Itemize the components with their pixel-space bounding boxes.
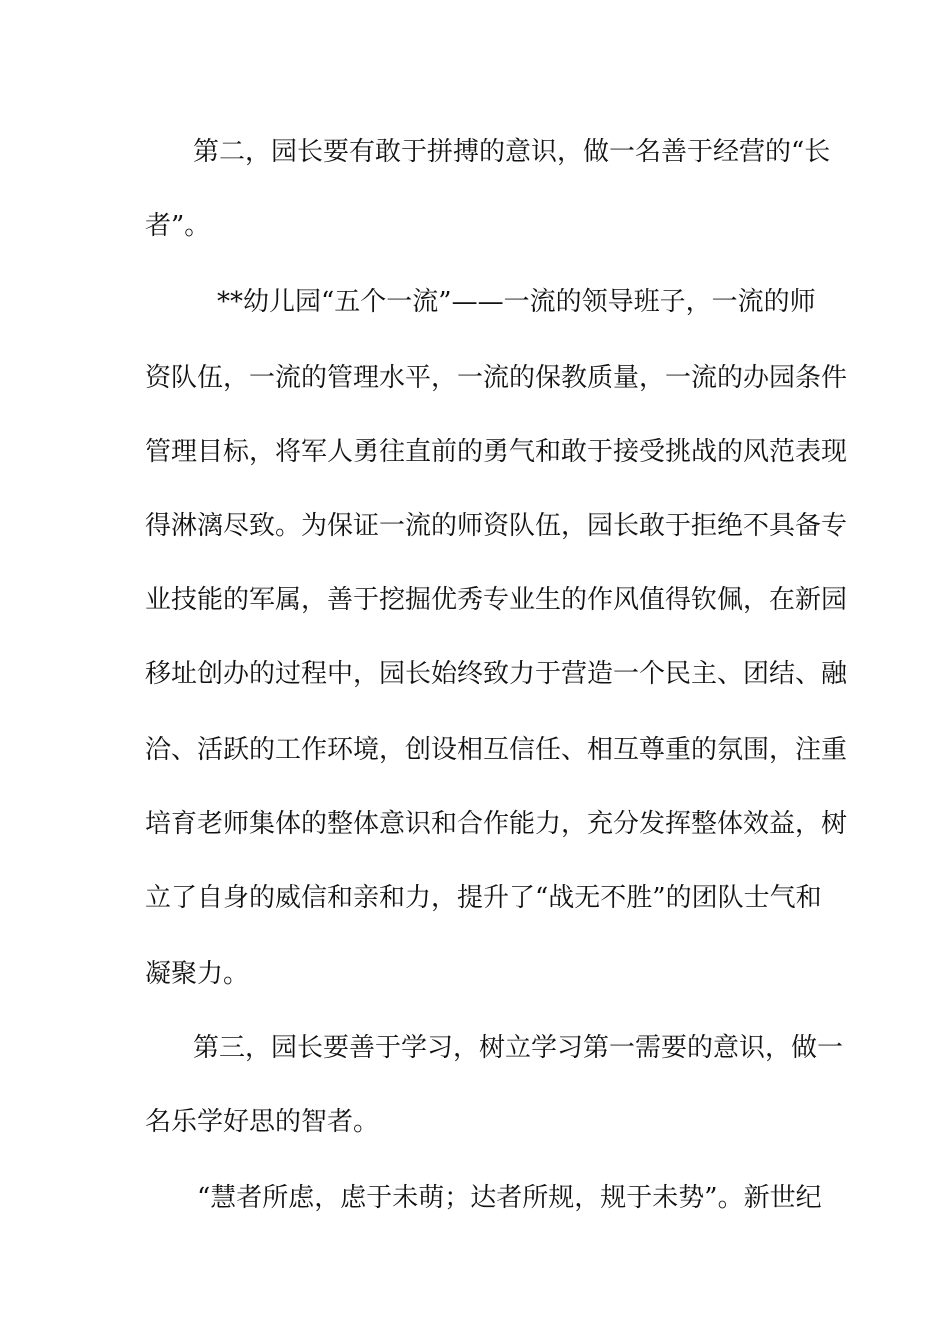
paragraph-line: 业技能的军属，善于挖掘优秀专业生的作风值得钦佩，在新园 [145,585,848,615]
paragraph-line: **幼儿园“五个一流”——一流的领导班子，一流的师 [217,287,816,317]
paragraph-line: 资队伍，一流的管理水平，一流的保教质量，一流的办园条件 [145,363,848,393]
paragraph-line: “慧者所虑，虑于未萌；达者所规，规于未势”。新世纪 [197,1183,822,1213]
paragraph-line: 移址创办的过程中，园长始终致力于营造一个民主、团结、融 [145,659,848,689]
paragraph-line: 得淋漓尽致。为保证一流的师资队伍，园长敢于拒绝不具备专 [145,511,848,541]
paragraph-line: 第二，园长要有敢于拼搏的意识，做一名善于经营的“长 [193,137,831,167]
paragraph-line: 管理目标，将军人勇往直前的勇气和敢于接受挑战的风范表现 [145,437,848,467]
paragraph-line: 名乐学好思的智者。 [145,1107,380,1137]
paragraph-line: 者”。 [145,211,211,241]
paragraph-line: 第三，园长要善于学习，树立学习第一需要的意识，做一 [193,1033,844,1063]
paragraph-line: 洽、活跃的工作环境，创设相互信任、相互尊重的氛围，注重 [145,735,848,765]
paragraph-line: 凝聚力。 [145,959,250,989]
paragraph-line: 培育老师集体的整体意识和合作能力，充分发挥整体效益，树 [145,809,848,839]
paragraph-line: 立了自身的威信和亲和力，提升了“战无不胜”的团队士气和 [145,883,822,913]
